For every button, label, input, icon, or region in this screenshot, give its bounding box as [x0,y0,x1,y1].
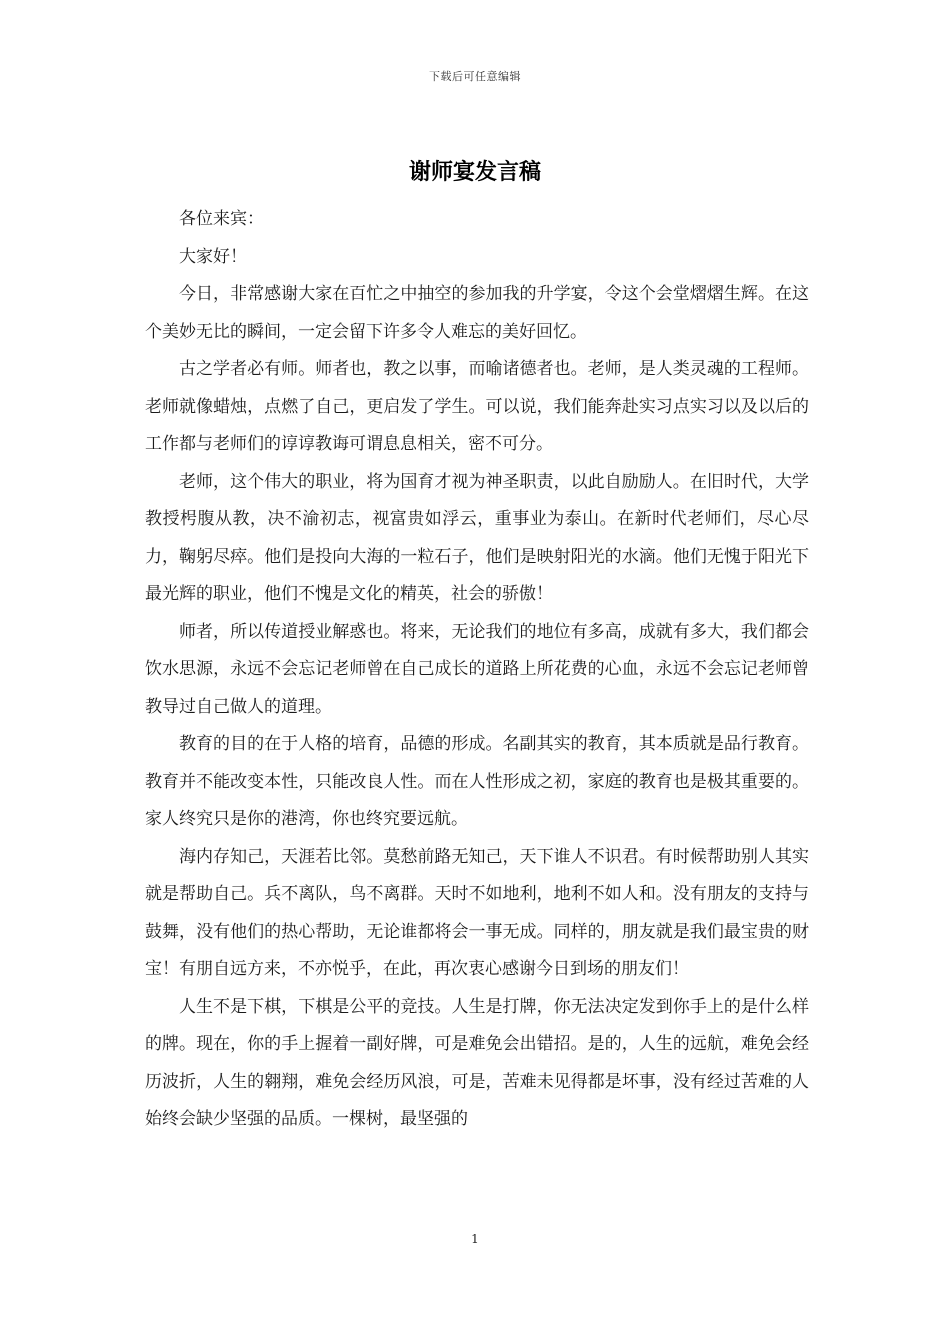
page-number: 1 [471,1232,479,1246]
document-title: 谢师宴发言稿 [408,159,541,185]
salutation-paragraph: 各位来宾： [179,209,264,229]
body-paragraph: 人生不是下棋，下棋是公平的竞技。人生是打牌，你无法决定发到你手上的是什么样的牌。现在，你的手上握着一副好牌，可是难免会出错招。是的，人生的远航，难免会经历波折，人生的翱翔，难免会经历风浪，可是，苦难未见得都是坏事，没有经过苦难的人始终会缺少坚强的品质。一棵树，最坚强的 [145,996,809,1129]
body-paragraph: 老师，这个伟大的职业，将为国育才视为神圣职责，以此自励励人。在旧时代，大学教授枵腹从教，决不渝初志，视富贵如浮云，重事业为泰山。在新时代老师们，尽心尽力，鞠躬尽瘁。他们是投向大海的一粒石子，他们是映射阳光的水滴。他们无愧于阳光下最光辉的职业，他们不愧是文化的精英，社会的骄傲！ [145,471,809,604]
body-paragraph: 教育的目的在于人格的培育，品德的形成。名副其实的教育，其本质就是品行教育。教育并不能改变本性，只能改良人性。而在人性形成之初，家庭的教育也是极其重要的。家人终究只是你的港湾，你也终究要远航。 [145,734,809,829]
header-note: 下载后可任意编辑 [429,70,521,83]
body-paragraph: 古之学者必有师。师者也，教之以事，而喻诸德者也。老师，是人类灵魂的工程师。老师就像蜡烛，点燃了自己，更启发了学生。可以说，我们能奔赴实习点实习以及以后的工作都与老师们的谆谆教诲可谓息息相关，密不可分。 [145,359,809,454]
greeting-paragraph: 大家好！ [179,246,247,267]
body-paragraph: 今日，非常感谢大家在百忙之中抽空的参加我的升学宴，令这个会堂熠熠生辉。在这个美妙无比的瞬间，一定会留下许多令人难忘的美好回忆。 [145,284,809,342]
body-paragraph: 海内存知己，天涯若比邻。莫愁前路无知己，天下谁人不识君。有时候帮助别人其实就是帮助自己。兵不离队，鸟不离群。天时不如地利，地利不如人和。没有朋友的支持与鼓舞，没有他们的热心帮助，无论谁都将会一事无成。同样的，朋友就是我们最宝贵的财宝！有朋自远方来，不亦悦乎，在此，再次衷心感谢今日到场的朋友们！ [145,846,809,979]
body-paragraph: 师者，所以传道授业解惑也。将来，无论我们的地位有多高，成就有多大，我们都会饮水思源，永远不会忘记老师曾在自己成长的道路上所花费的心血，永远不会忘记老师曾教导过自己做人的道理。 [145,621,809,717]
document-body [145,201,809,1139]
